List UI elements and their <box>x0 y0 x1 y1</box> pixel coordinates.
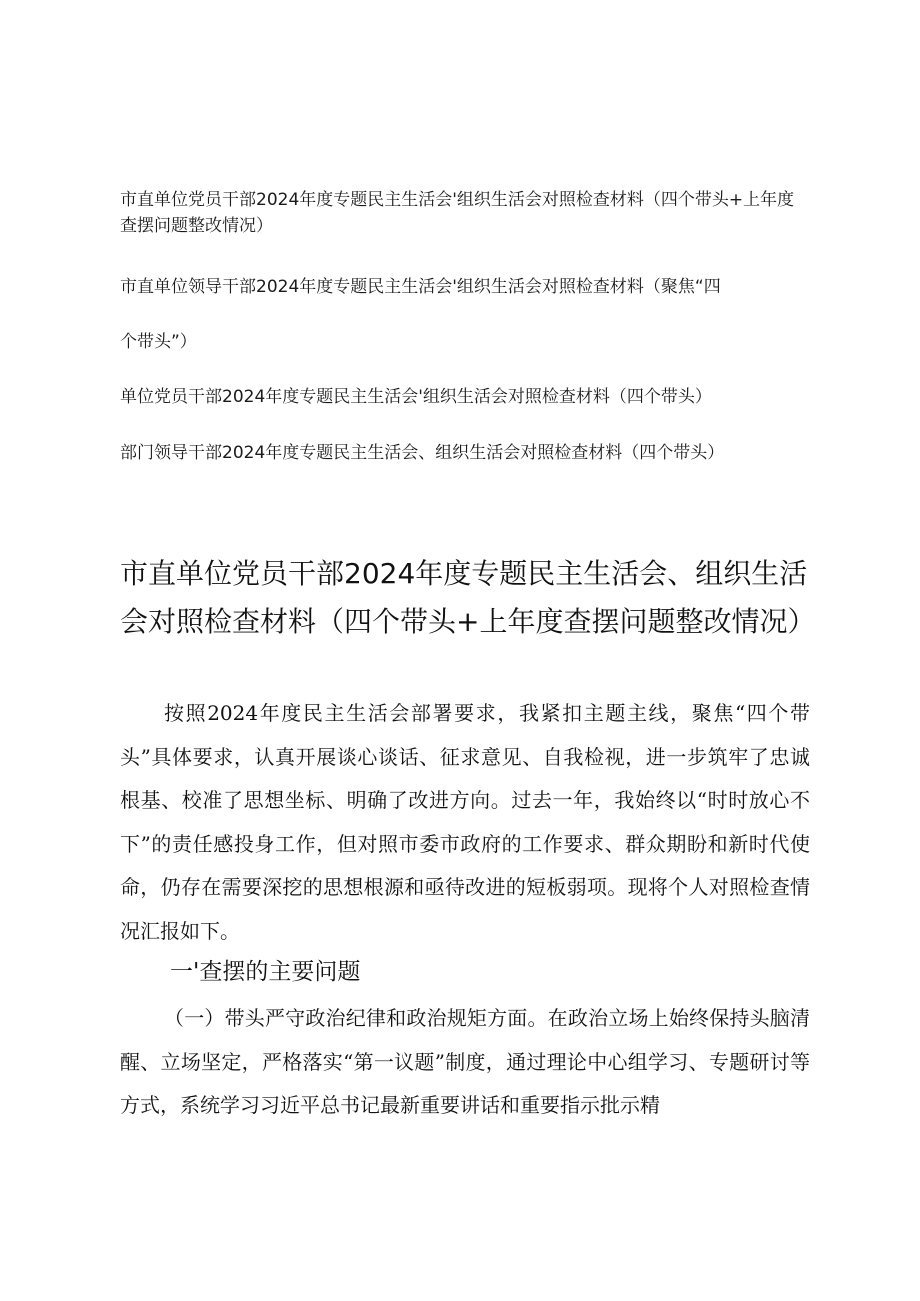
toc-item[interactable]: 单位党员干部2024年度专题民主生活会'组织生活会对照检查材料（四个带头） <box>120 387 712 407</box>
intro-paragraph: 按照2024年度民主生活会部署要求，我紧扣主题主线，聚焦“四个带头”具体要求，认真开展谈心谈话、征求意见、自我检视，进一步筑牢了忠诚根基、校准了思想坐标、明确了改进方向。过去一年，我始终以“时时放心不下”的责任感投身工作，但对照市委市政府的工作要求、群众期盼和新时代使命，仍存在需要深挖的思想根源和亟待改进的短板弱项。现将个人对照检查情况汇报如下。 <box>120 701 810 943</box>
section-paragraph: （一）带头严守政治纪律和政治规矩方面。在政治立场上始终保持头脑清醒、立场坚定，严格落实“第一议题”制度，通过理论中心组学习、专题研讨等方式，系统学习习近平总书记最新重要讲话和重要指示批示精 <box>120 1006 810 1117</box>
toc-item[interactable]: 市直单位党员干部2024年度专题民主生活会'组织生活会对照检查材料（四个带头+上年度查摆问题整改情况） <box>120 190 795 236</box>
toc-item[interactable]: 部门领导干部2024年度专题民主生活会、组织生活会对照检查材料（四个带头） <box>120 443 725 463</box>
section-heading: 一'查摆的主要问题 <box>170 959 361 985</box>
document-title: 市直单位党员干部2024年度专题民主生活会、组织生活会对照检查材料（四个带头+上年度查摆问题整改情况） <box>120 557 816 638</box>
toc-item[interactable]: 市直单位领导干部2024年度专题民主生活会'组织生活会对照检查材料（聚焦“四 <box>120 277 721 297</box>
toc-item[interactable]: 个带头”） <box>120 332 197 352</box>
